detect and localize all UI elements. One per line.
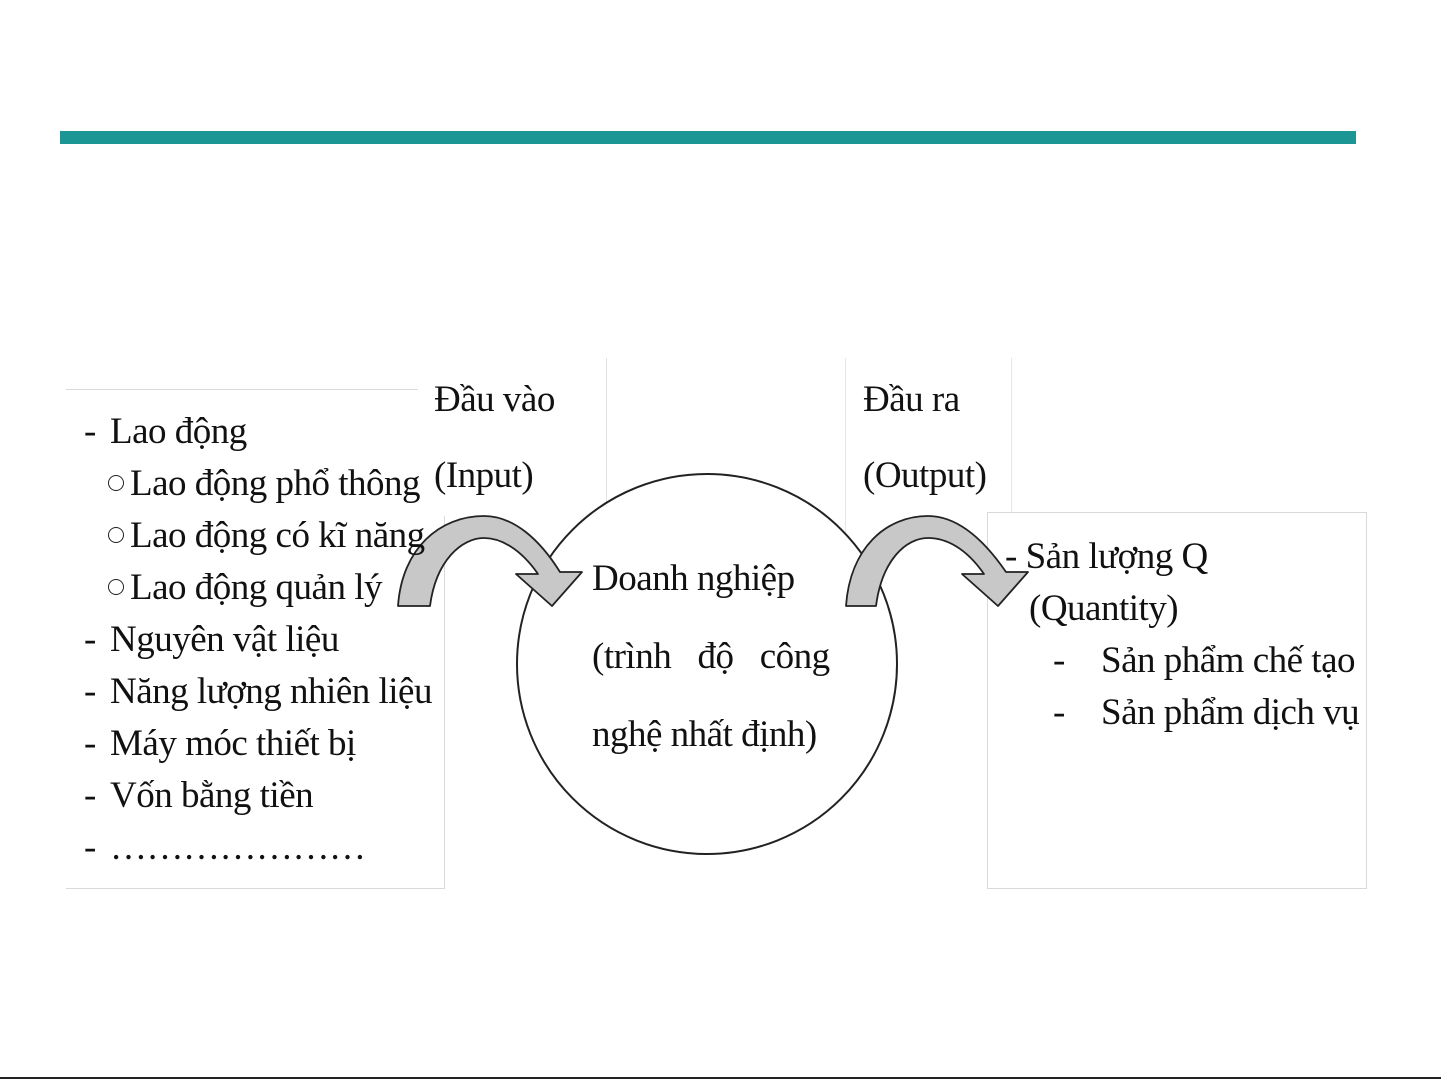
- output-arrow: [846, 516, 1028, 606]
- list-item: [84, 458, 432, 510]
- input-list: [84, 406, 432, 874]
- list-item-text: Lao động quản lý: [130, 567, 382, 608]
- output-label-line1: Đầu ra: [863, 379, 960, 420]
- center-line3: nghệ nhất định): [592, 714, 817, 755]
- list-item-text: Sản phẩm dịch vụ: [1101, 692, 1360, 733]
- dash-marker: -: [84, 827, 96, 868]
- list-item: [84, 770, 432, 822]
- circle-bullet-icon: [108, 475, 124, 491]
- output-label-line2: (Output): [863, 455, 987, 496]
- list-item-text: Vốn bằng tiền: [110, 775, 314, 816]
- list-item-text: Lao động có kĩ năng: [130, 515, 425, 556]
- list-item-text: Máy móc thiết bị: [110, 723, 356, 764]
- list-item-text: Năng lượng nhiên liệu: [110, 671, 432, 712]
- input-label-line2: (Input): [434, 455, 534, 496]
- list-item: [84, 614, 432, 666]
- dash-marker: -: [84, 775, 96, 816]
- list-item: [84, 666, 432, 718]
- circle-bullet-icon: [108, 579, 124, 595]
- dash-marker: -: [84, 723, 96, 764]
- output-line2: (Quantity): [1029, 588, 1179, 629]
- list-item: [84, 718, 432, 770]
- output-line1: - Sản lượng Q: [1005, 536, 1208, 577]
- list-item: [1005, 635, 1359, 687]
- dash-marker: -: [1053, 692, 1065, 733]
- input-label-line1: Đầu vào: [434, 379, 555, 420]
- list-item-text: Lao động phổ thông: [130, 463, 421, 504]
- dash-marker: -: [84, 411, 96, 452]
- circle-bullet-icon: [108, 527, 124, 543]
- center-line1: Doanh nghiệp: [592, 558, 795, 599]
- list-item-text: Nguyên vật liệu: [110, 619, 339, 660]
- list-item: [1005, 687, 1359, 739]
- list-item: [84, 510, 432, 562]
- center-line2: (trình độ công: [592, 636, 830, 677]
- list-item: [84, 822, 432, 874]
- dash-marker: -: [84, 671, 96, 712]
- list-item: [84, 406, 432, 458]
- dash-marker: -: [1053, 640, 1065, 681]
- output-list: [1005, 531, 1359, 739]
- list-item-text: Lao động: [110, 411, 247, 452]
- list-item: [84, 562, 432, 614]
- list-item-text: Sản phẩm chế tạo: [1101, 640, 1355, 681]
- dash-marker: -: [84, 619, 96, 660]
- bottom-divider: [0, 1077, 1441, 1079]
- list-item-text: …………………: [110, 827, 366, 868]
